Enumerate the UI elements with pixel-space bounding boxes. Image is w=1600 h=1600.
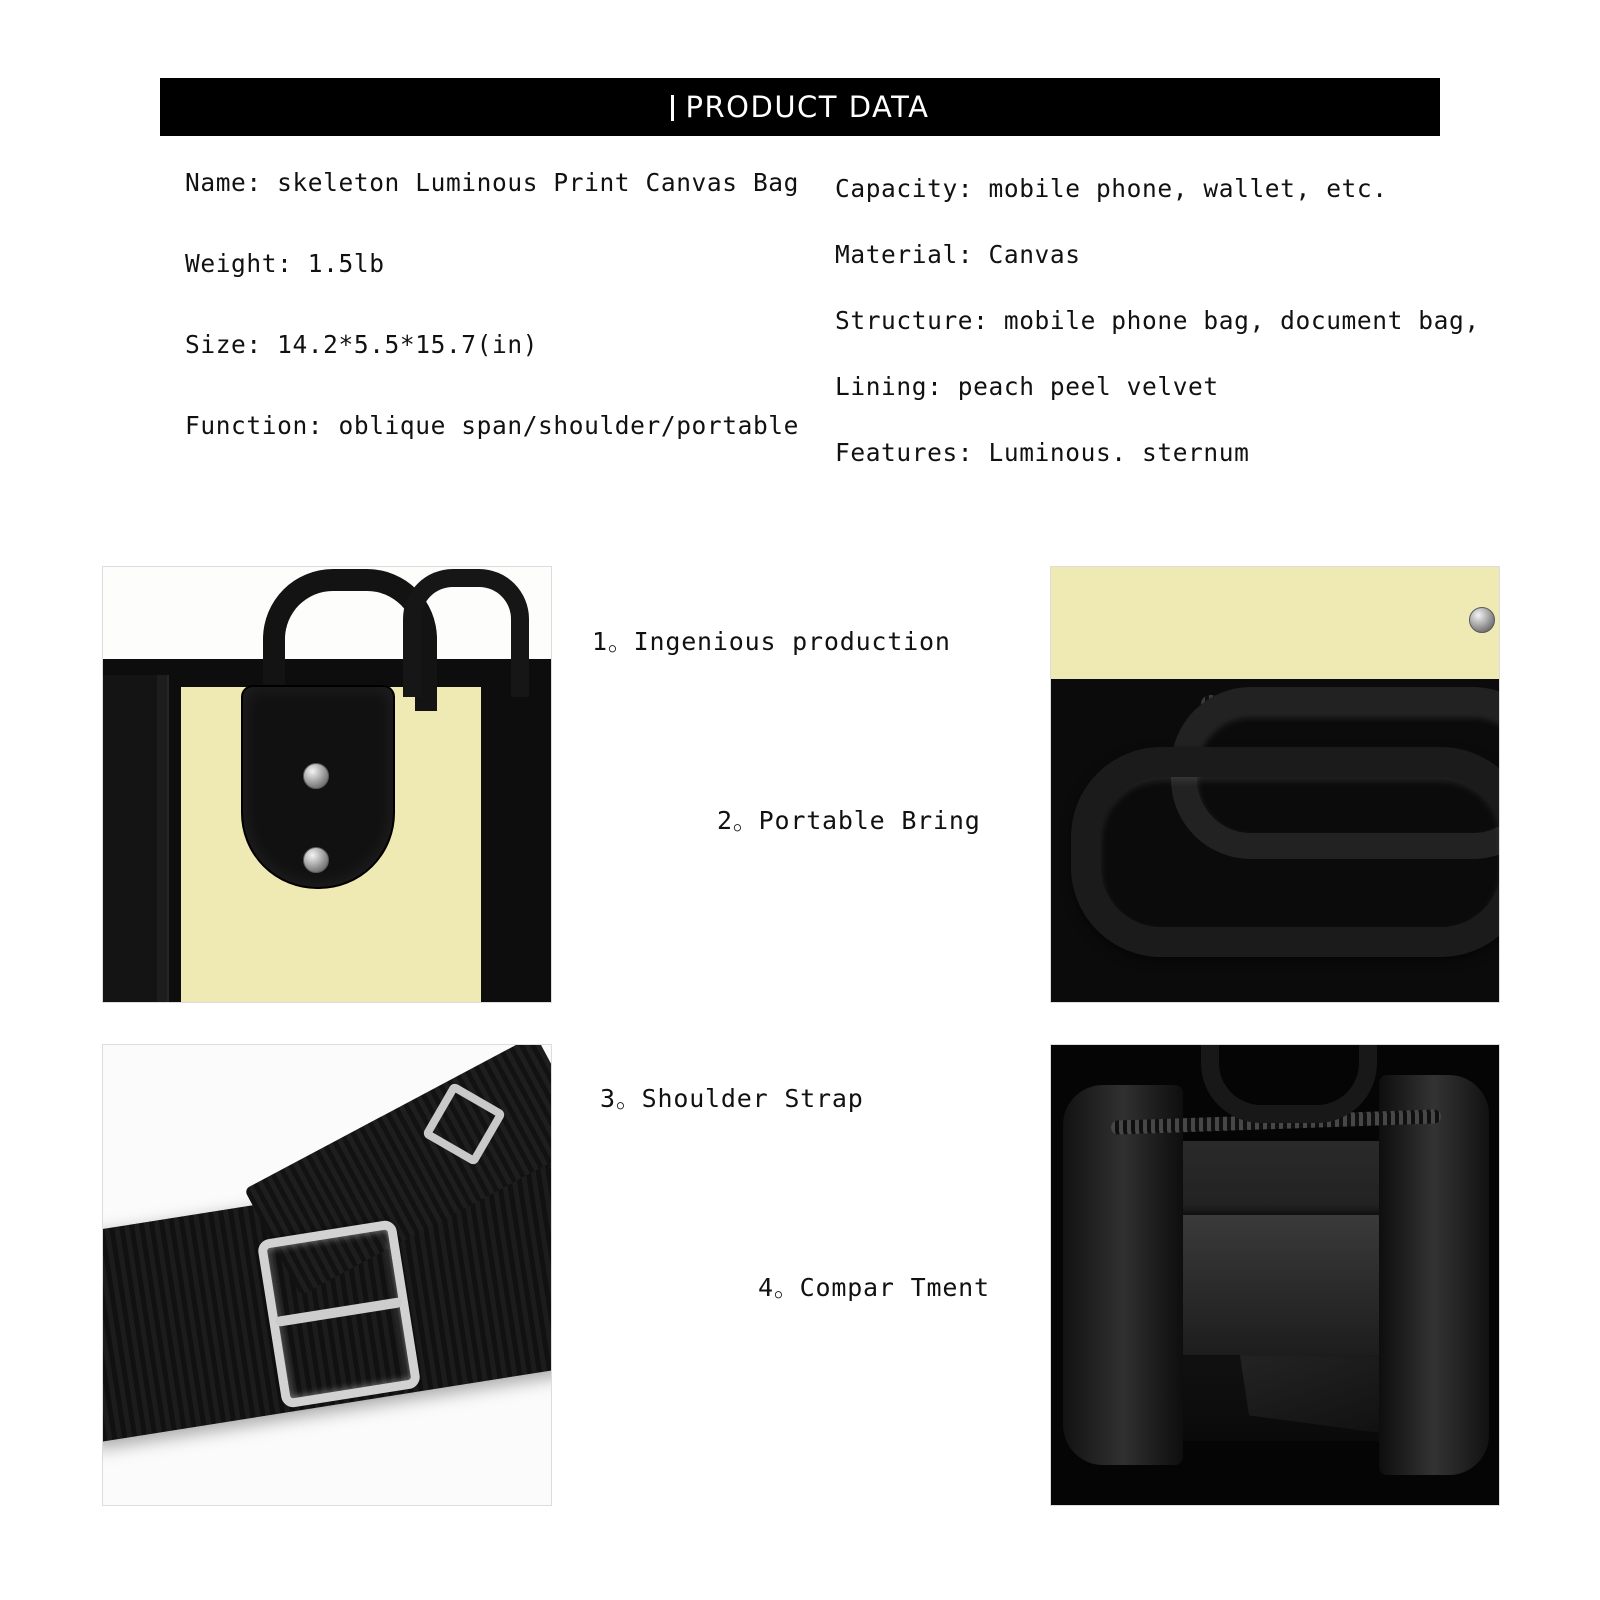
product-data-banner [160,78,1440,136]
spec-weight: Weight: 1.5lb [185,249,385,278]
rivet-icon [303,763,329,789]
feature-caption-3: 3。Shoulder Strap [600,1084,864,1113]
spec-size: Size: 14.2*5.5*15.7(in) [185,330,539,359]
page-title-text: PRODUCT DATA [685,90,930,124]
feature-photo-portable-bring [1050,566,1500,1003]
rivet-icon [303,847,329,873]
product-specifications [160,168,1480,528]
spec-column-left [185,168,825,492]
shoulder-strap-illustration [103,1045,551,1505]
metal-slider-buckle-icon [257,1219,422,1409]
spec-column-right [835,174,1480,504]
spec-name: Name: skeleton Luminous Print Canvas Bag [185,168,800,197]
bag-handles-illustration [1051,567,1499,1002]
feature-caption-1: 1。Ingenious production [592,627,951,656]
bag-flap-illustration [103,567,551,1002]
spec-features: Features: Luminous. sternum [835,438,1250,467]
feature-caption-4: 4。Compar Tment [758,1273,990,1302]
spec-function: Function: oblique span/shoulder/portable [185,411,800,440]
spec-structure: Structure: mobile phone bag, document bag, [835,306,1480,335]
spec-material: Material: Canvas [835,240,1081,269]
feature-caption-2: 2。Portable Bring [717,806,981,835]
feature-photo-shoulder-strap [102,1044,552,1506]
feature-photo-compartment [1050,1044,1500,1506]
feature-photo-ingenious-production [102,566,552,1003]
spec-capacity: Capacity: mobile phone, wallet, etc. [835,174,1388,203]
spec-lining: Lining: peach peel velvet [835,372,1219,401]
bag-interior-illustration [1051,1045,1499,1505]
page-title [671,90,930,124]
title-accent-bar [671,95,674,121]
rivet-icon [1469,607,1495,633]
